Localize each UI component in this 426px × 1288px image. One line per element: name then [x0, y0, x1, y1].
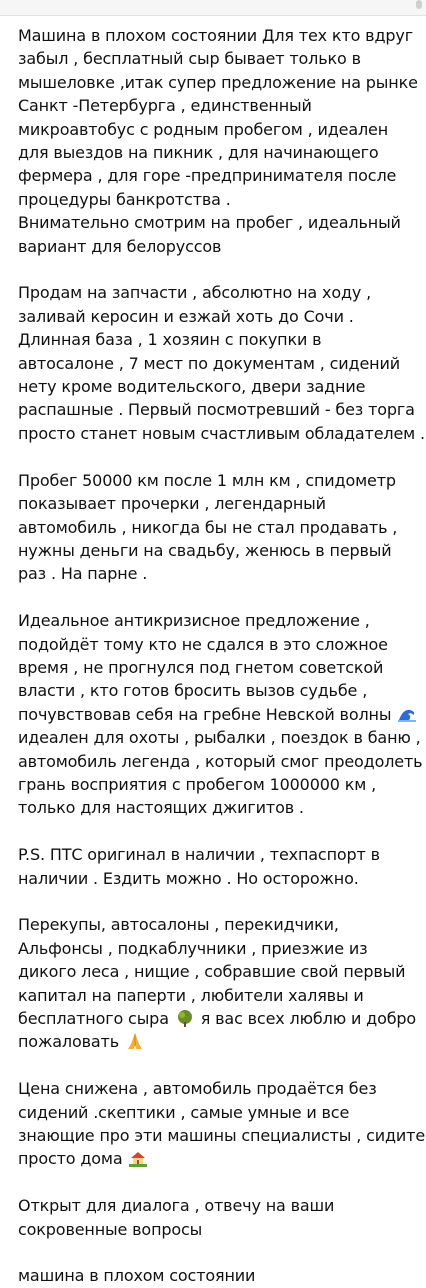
text-line: Продам на запчасти , абсолютно на ходу , [18, 283, 372, 303]
text-line: Машина в плохом состоянии Для тех кто вдруг [18, 26, 413, 45]
text-fragment: просто дома [18, 1149, 123, 1169]
paragraph-ps [18, 843, 416, 890]
text-line: заливай керосин и езжай хоть до Сочи . [18, 306, 354, 326]
top-strip [0, 0, 426, 16]
text-line: Внимательно смотрим на пробег , идеальный [18, 213, 401, 233]
paragraph-price [18, 1077, 426, 1171]
text-line-with-emoji [18, 1030, 416, 1053]
wave-emoji [397, 705, 417, 723]
paragraph-audience [18, 913, 416, 1053]
text-line: показывает прочерки , легендарный [18, 494, 326, 514]
text-fragment: я вас всех люблю и добро [200, 1008, 417, 1028]
house-with-garden-emoji [128, 1149, 148, 1167]
divider [0, 15, 426, 16]
paragraph-condition [18, 1264, 416, 1287]
text-line: микроавтобус с родным пробегом , идеален [18, 119, 389, 139]
text-fragment: бесплатного сыра [18, 1008, 169, 1028]
listing-description [18, 24, 426, 1288]
text-line-with-emoji [18, 703, 416, 726]
text-line: машина в плохом состоянии [18, 1266, 256, 1286]
text-line: фермера , для горе -предпринимателя после [18, 166, 397, 186]
text-line: Альфонсы , подкаблучники , приезжие из [18, 938, 368, 958]
paragraph-parts [18, 281, 425, 445]
text-fragment: пожаловать [18, 1032, 119, 1052]
text-line: Цена снижена , автомобиль продаётся без [18, 1079, 377, 1099]
text-line: сидений .скептики , самые умные и все [18, 1102, 350, 1122]
text-line: Перекупы, автосалоны , перекидчики, [18, 915, 339, 935]
paragraph-intro [18, 24, 416, 258]
text-line: автомобиль легенда , который смог преодолеть [18, 751, 423, 771]
text-fragment: почувствовав себя на гребне Невской волны [18, 704, 392, 724]
text-line: идеален для охоты , рыбалки , поездок в баню , [18, 728, 421, 748]
text-line: распашные . Первый посмотревший - без торга [18, 400, 415, 420]
scrollbar-thumb[interactable] [416, 0, 422, 9]
text-line: раз . На парне . [18, 564, 148, 584]
text-line: Пробег 50000 км после 1 млн км , спидометр [18, 470, 396, 490]
text-line: нету кроме водительского, двери задние [18, 377, 366, 397]
text-line: процедуры банкротства . [18, 189, 231, 209]
text-line-with-emoji [18, 1007, 416, 1030]
text-line: дикого леса , нищие , собравшие свой первый [18, 962, 406, 982]
text-line: забыл , бесплатный сыр бывает только в [18, 49, 361, 69]
text-line: знающие про эти машины специалисты , сидите [18, 1126, 426, 1145]
text-line-with-emoji [18, 1147, 416, 1170]
paragraph-dialog [18, 1194, 416, 1241]
text-line: автомобиль , никогда бы не стал продавать , [18, 517, 398, 537]
text-line: просто станет новым счастливым обладателем . [18, 423, 425, 443]
text-line: Идеальное антикризисное предложение , [18, 611, 370, 631]
paragraph-offer [18, 609, 423, 820]
text-line: наличии . Ездить можно . Но осторожно. [18, 868, 359, 888]
text-line: мышеловке ,итак супер предложение на рынке [18, 72, 418, 92]
text-line: P.S. ПТС оригинал в наличии , техпаспорт в [18, 845, 380, 865]
tree-emoji [175, 1009, 195, 1027]
text-line: Санкт -Петербурга , единственный [18, 96, 312, 116]
text-line: Открыт для диалога , отвечу на ваши [18, 1196, 335, 1216]
paragraph-mileage [18, 469, 416, 586]
text-line: нужны деньги на свадьбу, женюсь в первый [18, 540, 392, 560]
text-line: капитал на паперти , любители халявы и [18, 985, 364, 1005]
text-line: только для настоящих джигитов . [18, 798, 304, 818]
text-line: вариант для белоруссов [18, 236, 222, 256]
text-line: грань восприятия с пробегом 1000000 км , [18, 774, 377, 794]
text-line: подойдёт тому кто не сдался в это сложное [18, 634, 388, 654]
folded-hands-emoji [125, 1032, 145, 1050]
text-line: Длинная база , 1 хозяин с покупки в [18, 330, 322, 350]
text-line: время , не прогнулся под гнетом советской [18, 657, 384, 677]
text-line: для выездов на пикник , для начинающего [18, 143, 379, 163]
text-line: власти , кто готов бросить вызов судьбе , [18, 681, 368, 701]
text-line: автосалоне , 7 мест по документам , сидений [18, 353, 400, 373]
text-line: сокровенные вопросы [18, 1219, 203, 1239]
